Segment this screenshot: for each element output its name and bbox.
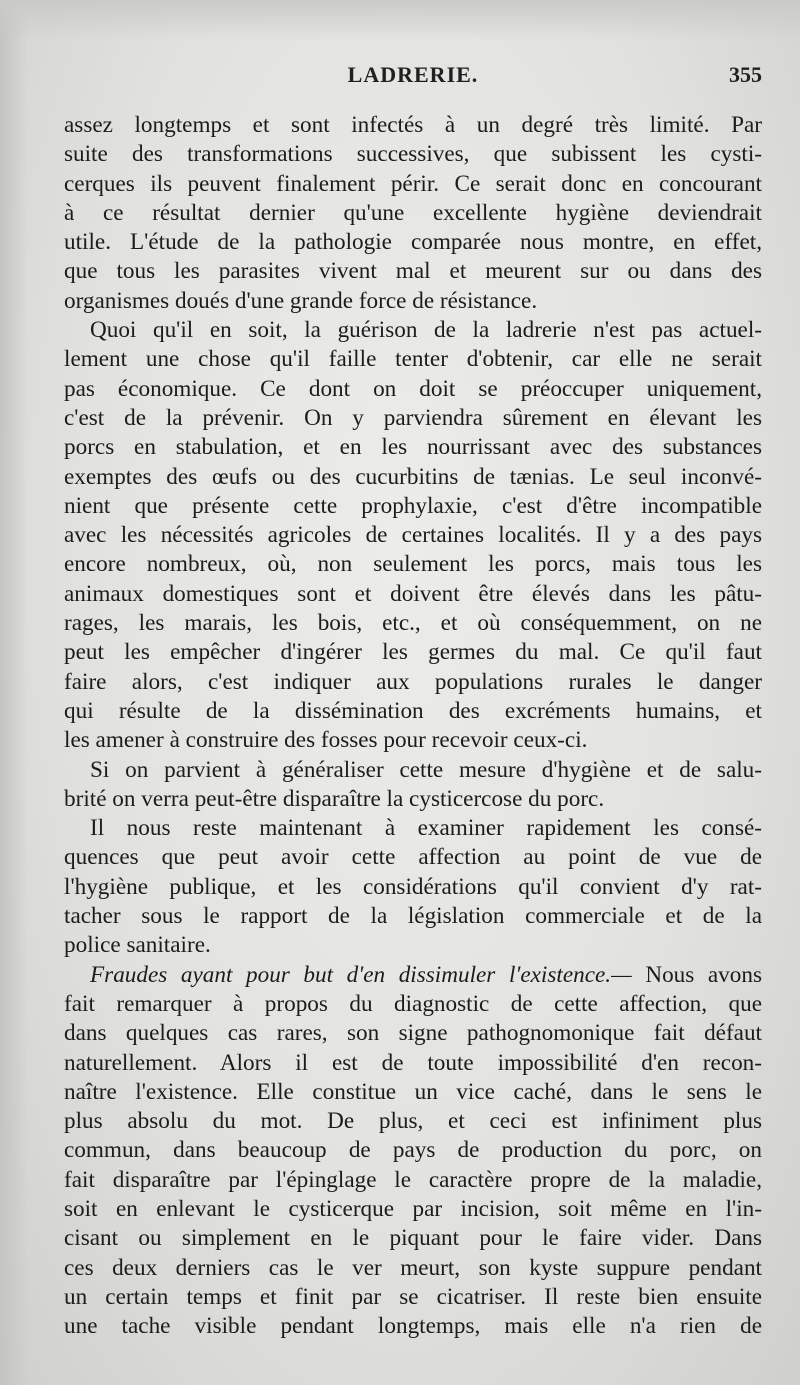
page-number: 355 (729, 62, 762, 87)
text-line: tacher sous le rapport de la législation commerciale et de la (64, 903, 762, 930)
text-line: Si on parvient à généraliser cette mesure d'hygiène et de salu- (90, 756, 762, 783)
text-line: naître l'existence. Elle constitue un vice caché, dans le sens le (64, 1078, 762, 1105)
page-header (64, 62, 762, 92)
text-line: faire alors, c'est indiquer aux populations rurales le danger (64, 668, 762, 695)
text-line: à ce résultat dernier qu'une excellente hygiène deviendrait (64, 199, 762, 226)
text-line: soit en enlevant le cysticerque par incision, soit même en l'in- (64, 1195, 762, 1222)
text-line: un certain temps et finit par se cicatriser. Il reste bien ensuite (64, 1283, 762, 1310)
text-line: peut les empêcher d'ingérer les germes du mal. Ce qu'il faut (64, 639, 762, 666)
text-line: les amener à construire des fosses pour recevoir ceux-ci. (64, 727, 588, 754)
text-line: que tous les parasites vivent mal et meurent sur ou dans des (64, 258, 762, 285)
text-line: fait disparaître par l'épinglage le caractère propre de la maladie, (64, 1166, 762, 1193)
text-line: cerques ils peuvent finalement périr. Ce serait donc en concourant (64, 170, 762, 197)
text-line: exemptes des œufs ou des cucurbitins de tænias. Le seul inconvé- (64, 463, 762, 490)
text-line: assez longtemps et sont infectés à un degré très limité. Par (64, 112, 762, 138)
text-line: Quoi qu'il en soit, la guérison de la ladrerie n'est pas actuel- (90, 317, 762, 344)
section-heading: Fraudes ayant pour but d'en dissimuler l'existence.— (90, 961, 632, 988)
text-line: Il nous reste maintenant à examiner rapidement les consé- (90, 815, 762, 842)
text-line: organismes doués d'une grande force de résistance. (64, 287, 538, 314)
text-line: pas économique. Ce dont on doit se préoccuper uniquement, (64, 375, 762, 402)
text-line: qui résulte de la dissémination des excréments humains, et (64, 697, 762, 724)
text-line: suite des transformations successives, que subissent les cysti- (64, 141, 762, 168)
text-line: porcs en stabulation, et en les nourrissant avec des substances (64, 434, 762, 461)
text-line: animaux domestiques sont et doivent être élevés dans les pâtu- (64, 580, 762, 607)
text-line: ces deux derniers cas le ver meurt, son kyste suppure pendant (64, 1254, 762, 1281)
text-line: lement une chose qu'il faille tenter d'obtenir, car elle ne serait (64, 346, 762, 373)
text-line: c'est de la prévenir. On y parviendra sûrement en élevant les (64, 404, 762, 431)
body-text (64, 111, 762, 1341)
text-line: brité on verra peut-être disparaître la cysticercose du porc. (64, 785, 605, 812)
text-line: avec les nécessités agricoles de certaines localités. Il y a des pays (64, 522, 762, 549)
text-line: naturellement. Alors il est de toute impossibilité d'en recon- (64, 1049, 762, 1076)
text-line: plus absolu du mot. De plus, et ceci est infiniment plus (64, 1108, 762, 1135)
text-line: cisant ou simplement en le piquant pour le faire vider. Dans (64, 1225, 762, 1252)
text-line: une tache visible pendant longtemps, mais elle n'a rien de (64, 1313, 762, 1340)
text-line: nient que présente cette prophylaxie, c'est d'être incompatible (64, 492, 762, 519)
text-line: police sanitaire. (64, 932, 211, 959)
text-line: commun, dans beaucoup de pays de production du porc, on (64, 1137, 762, 1164)
text-line: quences que peut avoir cette affection au point de vue de (64, 844, 762, 871)
running-title: LADRERIE. (347, 62, 479, 87)
text-line: dans quelques cas rares, son signe pathognomonique fait défaut (64, 1020, 762, 1047)
text-line: l'hygiène publique, et les considérations qu'il convient d'y rat- (64, 873, 762, 900)
text-line: fait remarquer à propos du diagnostic de cette affection, que (64, 990, 762, 1017)
text-line: encore nombreux, où, non seulement les porcs, mais tous les (64, 551, 762, 578)
text-line (64, 961, 762, 990)
text-line: rages, les marais, les bois, etc., et où conséquemment, on ne (64, 610, 762, 637)
text-fragment: Nous avons (645, 961, 762, 988)
text-line: utile. L'étude de la pathologie comparée nous montre, en effet, (64, 229, 762, 256)
